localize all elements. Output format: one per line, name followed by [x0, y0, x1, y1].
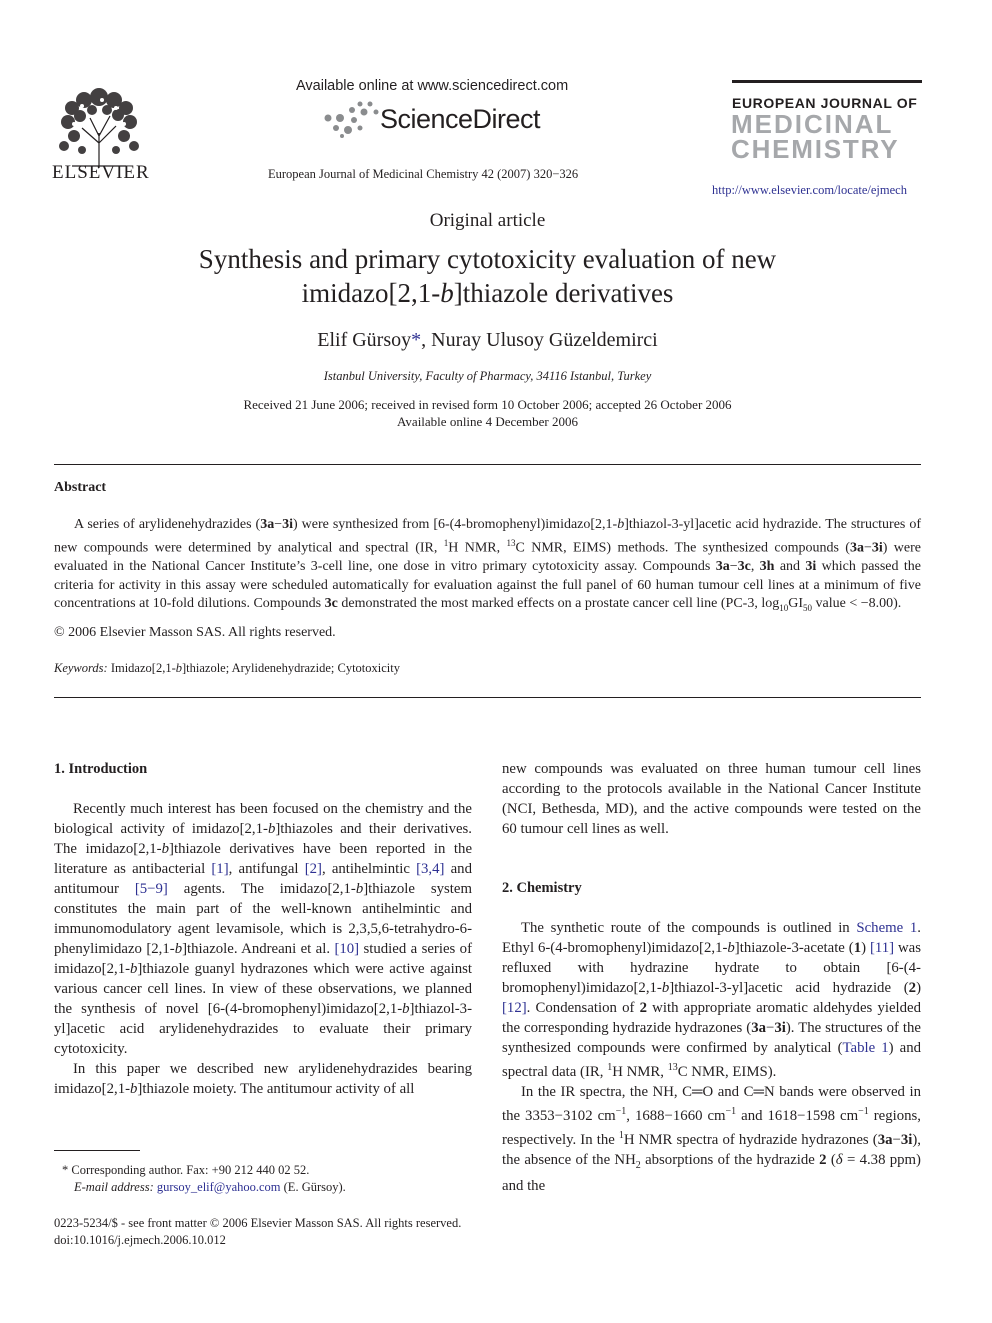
sciencedirect-wordmark: ScienceDirect	[380, 104, 541, 134]
keywords-list: Imidazo[2,1-b]thiazole; Arylidenehydrazide; Cytotoxicity	[110, 661, 400, 675]
available-online-date: Available online 4 December 2006	[397, 414, 578, 429]
keywords	[54, 661, 400, 676]
publisher-name: ELSEVIER	[52, 162, 150, 183]
author-list	[0, 329, 975, 352]
email-line: E-mail address: gursoy_elif@yahoo.com (E. Gürsoy).	[74, 1180, 346, 1194]
sciencedirect-logo[interactable]	[322, 98, 557, 140]
issn-line: 0223-5234/$ - see front matter © 2006 Elsevier Masson SAS. All rights reserved.	[54, 1216, 462, 1230]
chemistry-paragraph-2: In the IR spectra, the NH, C═O and C═N bands were observed in the 3353−3102 $cm^{-1}$, 1688−1660 $cm^{-1}$ and 1618−1598 $cm^{-1}$ regions, respectively. In the $^1$H NMR spectra of hydrazide hydrazones (3a−3i), the absence of the $NH_2$ absorptions of the hydrazide 2 (δ = 4.38 ppm) and the	[502, 1083, 921, 1194]
title-line-2: imidazo[2,1-b]thiazole derivatives	[301, 278, 674, 308]
abstract-bottom-rule	[54, 697, 921, 698]
affiliation: Istanbul University, Faculty of Pharmacy, 34116 Istanbul, Turkey	[323, 369, 652, 383]
chemistry-paragraph-1: The synthetic route of the compounds is outlined in Scheme 1. Ethyl 6-(4-bromophenyl)imidazo[2,1-b]thiazole-3-acetate (1) [11] was refluxed with hydrazine hydrate to obtain [6-(4-bromophenyl)imidazo[2,1-b]thiazol-3-yl]acetic acid hydrazide (2) [12]. Condensation of 2 with appropriate aromatic aldehydes yielded the corresponding hydrazide hydrazones (3a−3i). The structures of the synthesized compounds were confirmed by analytical (Table 1) and spectral data (IR, $^1$H NMR, $^{13}$C NMR, EIMS).	[502, 920, 922, 1080]
sciencedirect-dots-icon	[322, 100, 380, 138]
article-history	[0, 396, 975, 430]
intro-paragraph-2: In this paper we described new arylidenehydrazides bearing imidazo[2,1-b]thiazole moiety. The antitumour activity of all	[54, 1061, 472, 1097]
corresponding-author-footnote	[54, 1162, 346, 1196]
author-guzeldemirci: , Nuray Ulusoy Güzeldemirci	[421, 329, 658, 351]
abstract-copyright: © 2006 Elsevier Masson SAS. All rights reserved.	[54, 625, 336, 640]
front-matter	[54, 1215, 461, 1249]
abstract-body: A series of arylidenehydrazides (3a−3i) were synthesized from [6-(4-bromophenyl)imidazo[2,1-b]thiazol-3-yl]acetic acid hydrazide. The structures of new compounds were determined by analytical and spectral (IR, $^1$H NMR, $^{13}$C NMR, EIMS) methods. The synthesized compounds (3a−3i) were evaluated in the National Cancer Institute’s 3-cell line, one dose in vitro primary cytotoxicity assay. Compounds 3a−3c, 3h and 3i which passed the criteria for activity in this assay were scheduled automatically for evaluation against the full panel of 60 human tumour cell lines at a minimum of five concentrations at 10-fold dilutions. Compounds 3c demonstrated the most marked effects on a prostate cancer cell line (PC-3, $\log_{10}GI_{50}$ value < −8.00).	[54, 517, 922, 613]
abstract-top-rule	[54, 464, 921, 465]
corresponding-author-fax: * Corresponding author. Fax: +90 212 440 02 52.	[62, 1163, 310, 1177]
received-dates: Received 21 June 2006; received in revised form 10 October 2006; accepted 26 October 2006	[243, 397, 732, 412]
abstract-heading: Abstract	[54, 480, 107, 495]
title-line-1: Synthesis and primary cytotoxicity evaluation of new	[198, 244, 777, 274]
journal-name-line2: MEDICINAL	[731, 109, 894, 139]
introduction-heading: 1. Introduction	[54, 761, 148, 777]
available-online-text: Available online at www.sciencedirect.com	[296, 78, 569, 94]
journal-citation: European Journal of Medicinal Chemistry 42 (2007) 320−326	[268, 167, 579, 181]
right-column	[502, 759, 921, 1196]
journal-masthead-rule	[732, 80, 922, 83]
article-title	[0, 242, 975, 310]
journal-name-line3: CHEMISTRY	[731, 134, 900, 164]
intro-paragraph-2-continued: new compounds was evaluated on three human tumour cell lines according to the protocols available in the National Cancer Institute (NCI, Bethesda, MD), and the active compounds were tested on the 60 tumour cell lines as well.	[502, 761, 921, 837]
doi-line: doi:10.1016/j.ejmech.2006.10.012	[54, 1233, 226, 1247]
intro-paragraph-1: Recently much interest has been focused on the chemistry and the biological activity of imidazo[2,1-b]thiazoles and their derivatives. The imidazo[2,1-b]thiazole derivatives have been reported in the literature as antibacterial [1], antifungal [2], antihelmintic [3,4] and antitumour [5−9] agents. The imidazo[2,1-b]thiazole system constitutes the main part of the well-known antihelmintic and immunomodulatory agent levamisole, which is 2,3,5,6-tetrahydro-6-phenylimidazo [2,1-b]thiazole. Andreani et al. [10] studied a series of imidazo[2,1-b]thiazole guanyl hydrazones which were active against various cancer cell lines. In view of these observations, we planned the synthesis of novel [6-(4-bromophenyl)imidazo[2,1-b]thiazol-3-yl]acetic acid arylidenehydrazides to evaluate their primary cytotoxicity.	[54, 801, 473, 1057]
journal-name-line1: EUROPEAN JOURNAL OF	[732, 95, 918, 111]
chemistry-heading: 2. Chemistry	[502, 880, 582, 896]
footnote-rule	[54, 1150, 140, 1151]
article-type: Original article	[429, 210, 546, 231]
journal-url-link[interactable]: http://www.elsevier.com/locate/ejmech	[712, 183, 907, 197]
corresponding-author-marker[interactable]: *	[411, 329, 422, 351]
author-gursoy: Elif Gürsoy	[317, 329, 412, 351]
keywords-label: Keywords:	[54, 661, 108, 675]
author-email-link[interactable]: gursoy_elif@yahoo.com	[156, 1180, 281, 1194]
left-column	[54, 759, 472, 1099]
